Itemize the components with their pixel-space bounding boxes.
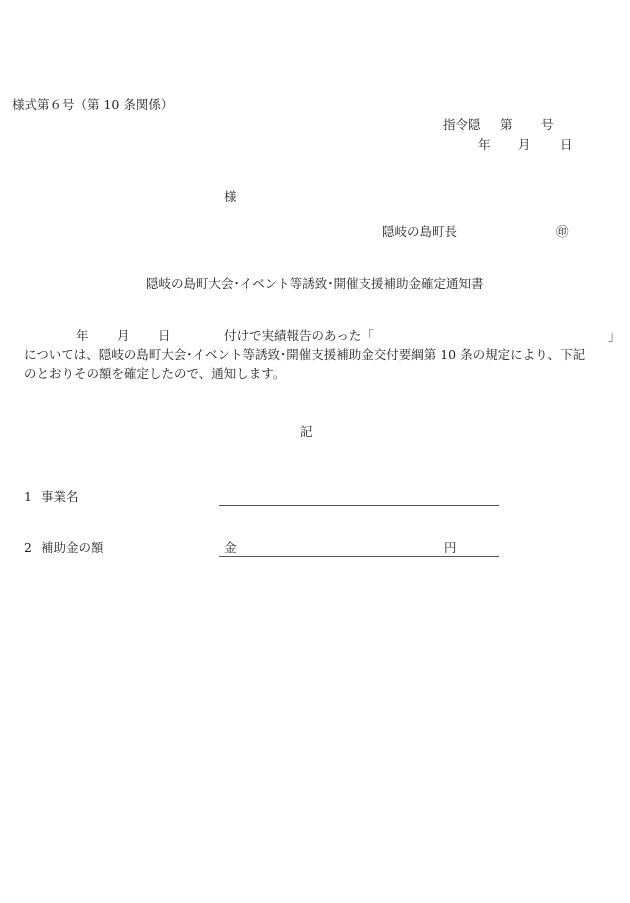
sender-name: 隠岐の島町長 bbox=[382, 224, 458, 239]
ref-dai: 第 bbox=[500, 117, 513, 132]
item-2-label: 補助金の額 bbox=[41, 540, 104, 555]
date-year: 年 bbox=[478, 137, 491, 152]
ref-prefix: 指令隠 bbox=[443, 117, 481, 132]
item-2-suffix: 円 bbox=[444, 540, 457, 555]
body-day: 日 bbox=[158, 328, 171, 343]
body-line1-close: 」 bbox=[608, 328, 621, 343]
item-1-number: 1 bbox=[24, 489, 32, 504]
body-month: 月 bbox=[117, 328, 130, 343]
date-day: 日 bbox=[560, 137, 573, 152]
date-month: 月 bbox=[518, 137, 531, 152]
item-2-number: 2 bbox=[24, 540, 32, 555]
ref-go: 号 bbox=[541, 117, 554, 132]
addressee-honorific: 様 bbox=[224, 189, 237, 204]
body-line2: については、隠岐の島町大会･イベント等誘致･開催支援補助金交付要綱第 10 条の規定により、下記 bbox=[24, 347, 586, 362]
body-year: 年 bbox=[76, 328, 89, 343]
document-title: 隠岐の島町大会･イベント等誘致･開催支援補助金確定通知書 bbox=[146, 276, 484, 291]
seal-mark: ㊞ bbox=[556, 224, 569, 239]
item-1-label: 事業名 bbox=[41, 489, 79, 504]
body-line1: 付けで実績報告のあった「 bbox=[224, 328, 374, 343]
ki-heading: 記 bbox=[300, 424, 313, 439]
form-number: 様式第６号（第 10 条関係） bbox=[12, 97, 174, 112]
item-2-underline bbox=[219, 556, 499, 557]
item-2-prefix: 金 bbox=[224, 540, 237, 555]
body-line3: のとおりその額を確定したので、通知します。 bbox=[24, 366, 286, 381]
item-1-underline bbox=[219, 505, 499, 506]
